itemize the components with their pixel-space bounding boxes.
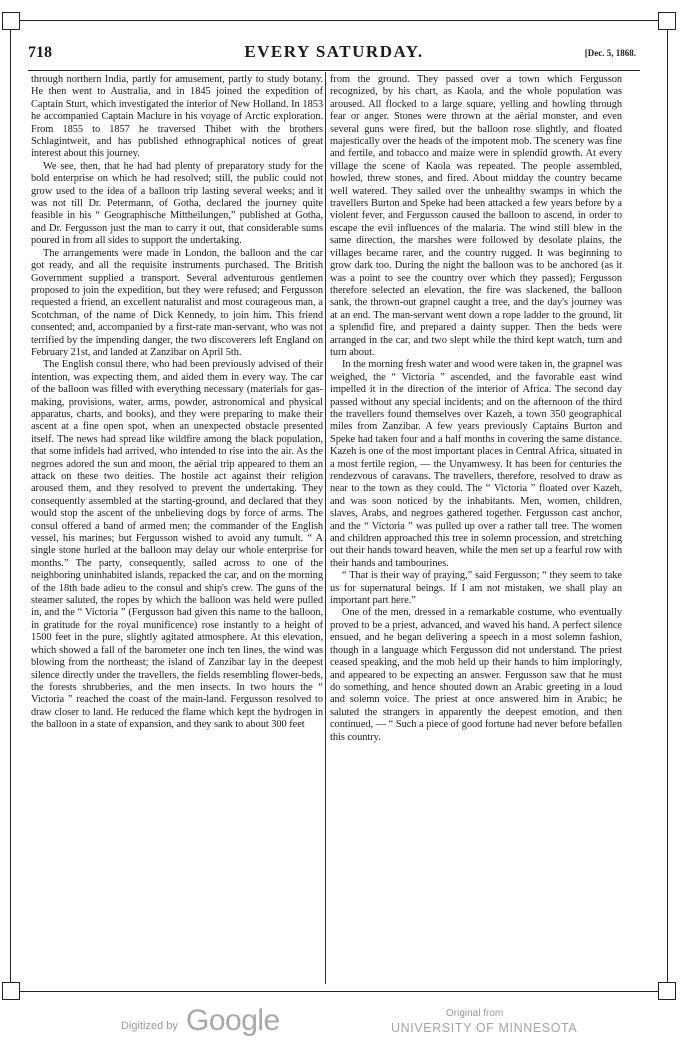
right-column xyxy=(330,74,622,984)
border-corner-ornament xyxy=(658,12,676,30)
paragraph: through northern India, partly for amusement, partly to study botany. He then went to Australia, and in 1845 joined the expedition of Captain Sturt, which investigated the interior of New Holland. In 1853 he accompanied Captain Maclure in his voyage of Arctic exploration. From 1855 to 1857 he traversed Thibet with the brothers Schlagintweit, and has published ethnographical notices of great interest about this journey. xyxy=(31,74,323,160)
border-corner-ornament xyxy=(2,12,20,30)
paragraph: The English consul there, who had been previously advised of their intention, was expecting them, and aided them in every way. The car of the balloon was filled with everything necessary (materials for gas-making, provisions, water, arms, powder, astronomical and physical apparatus, charts, and books), and they were preparing to make their ascent at a fine open spot, when an unexpected obstacle presented itself. The news had spread like wildfire among the black population, that some infidels had arrived, who intended to rise into the air. As the negroes adored the sun and moon, the aërial trip appeared to them an attack on these two deities. The hostile act against their religion aroused them, and they resolved to prevent the undertaking. They consequently assembled at the starting-ground, and declared that they would stop the ascent of the unbelieving dogs by force of arms. The consul offered a band of armed men; the commander of the English vessel, his marines; but Fergusson wished to avoid any tumult. “ A single stone hurled at the balloon may delay our whole enterprise for months.” The party, consequently, sailed across to one of the neighboring uninhabited islands, repacked the car, and on the morning of the 18th bade adieu to the consul and ship's crew. The guns of the steamer saluted, the ropes by which the balloon was held were pulled in, and the “ Victoria ” (Fergusson had given this name to the balloon, in gratitude for the royal munificence) rose instantly to a height of 1500 feet in the pure, slightly agitated atmosphere. At this elevation, which showed a fall of the barometer one inch ten lines, the wind was blowing from the northeast; the island of Zanzibar lay in the deepest silence directly under the travellers, the fields resembling flower-beds, the forests shrubberies, and the men insects. In two hours the “ Victoria ” reached the coast of the main-land. Fergusson resolved to draw closer to land. He reduced the flame which kept the hydrogen in the balloon in a state of expansion, and they sank to about 300 feet xyxy=(31,359,323,731)
paragraph: In the morning fresh water and wood were taken in, the grapnel was weighed, the “ Victoria ” ascended, and the favorable east wind impelled it in the direction of the interior of Africa. The second day passed without any special incidents; and on the afternoon of the third the travellers found themselves over Kazeh, a town 350 geographical miles from Zanzibar. A few years previously Captains Burton and Speke had taken four and a half months in covering the same distance. Kazeh is one of the most important places in Central Africa, situated in a most fertile region, — the Unyamwesy. It has been for centuries the rendezvous of caravans. The travellers, therefore, resolved to draw as near to the town as they could. The “ Victoria ” floated over Kazeh, and was soon noticed by the inhabitants. Men, women, children, slaves, Arabs, and negroes gathered together. Fergusson cast anchor, and the “ Victoria ” was pulled up over a rather tall tree. The women and children approached this tree in solemn procession, and stretching out their hands toward heaven, while the men set up a fearful row with their hands and tambourines. xyxy=(330,359,622,569)
digitized-by-label: Digitized by xyxy=(121,1020,178,1032)
paragraph: We see, then, that he had had plenty of preparatory study for the bold enterprise on which he had resolved; still, the public could not grow used to the idea of a balloon trip lasting several weeks; and it was not till Dr. Petermann, of Gotha, declared the journey quite feasible in his “ Geographische Mittheilungen,” published at Gotha, and Dr. Fergusson just the man to carry it out, that considerable sums poured in from all sides to support the undertaking. xyxy=(31,160,323,247)
header-rule xyxy=(28,70,640,71)
left-column xyxy=(31,74,323,984)
paragraph: The arrangements were made in London, the balloon and the car got ready, and all the requisite instruments purchased. The British Government supplied a transport. Several adventurous gentlemen proposed to join the expedition, but they were refused; and Fergusson requested a friend, an excellent naturalist and most courageous man, a Scotchman, of the name of Dick Kennedy, to join him. This friend consented; and, accompanied by a first-rate man-servant, who was not terrified by the impending danger, the two discoverers left England on February 21st, and landed at Zanzibar on April 5th. xyxy=(31,247,323,358)
paragraph: One of the men, dressed in a remarkable costume, who eventually proved to be a priest, advanced, and waved his hand. A perfect silence ensued, and he began delivering a speech in a most solemn fashion, though in a language which Fergusson did not understand. The priest ceased speaking, and the mob held up their hands to him imploringly, and appeared to be expecting an answer. Fergusson saw that he must do something, and hence shouted down an Arabic greeting in a loud and solemn voice. The priest at once answered him in Arabic; he saluted the strangers in apparently the deepest emotion, and then continued, — “ Such a piece of good fortune had never before befallen this country. xyxy=(330,607,622,743)
institution-name: UNIVERSITY OF MINNESOTA xyxy=(391,1021,578,1035)
page-number: 718 xyxy=(28,44,52,61)
original-from-label: Original from xyxy=(446,1008,504,1019)
paragraph: from the ground. They passed over a town which Fergusson recognized, by his chart, as Kaola, and the whole population was aroused. All flocked to a large square, yelling and howling through fear or anger. Stones were thrown at the aërial monster, and even several guns were fired, but the balloon rose slightly, and floated majestically over the heads of the impotent mob. The scenery was fine and fertile, and tobacco and maize were in splendid growth. At every village the scene of Kaola was repeated. The people assembled, howled, threw stones, and fired. About midday the country became well watered. They sailed over the unhealthy swamps in which the travellers Burton and Speke had been attacked a few years before by a violent fever, and Fergusson caused the balloon to ascend, in order to escape the evil influences of the malaria. The wind still blew in the same direction, the marshes were followed by desolate plains, the villages became rarer, and the country rugged. It was beginning to grow dark too. During the night the balloon was to be anchored (as it was a point to see the country over which they passed); Fergusson therefore selected an elevation, the fire was slackened, the balloon sank, the thrown-out grapnel caught a tree, and the day's journey was at an end. The man-servant went down a rope ladder to the ground, lit a splendid fire, and prepared a dainty supper. Then the beds were arranged in the car, and two slept while the third kept watch, turn and turn about. xyxy=(330,74,622,358)
column-divider xyxy=(325,72,326,984)
paragraph: “ That is their way of praying,” said Fergusson; “ they seem to take us for supernatural beings. If I am not mistaken, we shall play an important part here.” xyxy=(330,570,622,607)
issue-date: [Dec. 5, 1868. xyxy=(584,48,636,58)
periodical-title: EVERY SATURDAY. xyxy=(244,42,424,61)
google-logo: Google xyxy=(186,1004,280,1037)
scan-watermark-footer xyxy=(0,996,680,1046)
running-header xyxy=(28,40,640,66)
